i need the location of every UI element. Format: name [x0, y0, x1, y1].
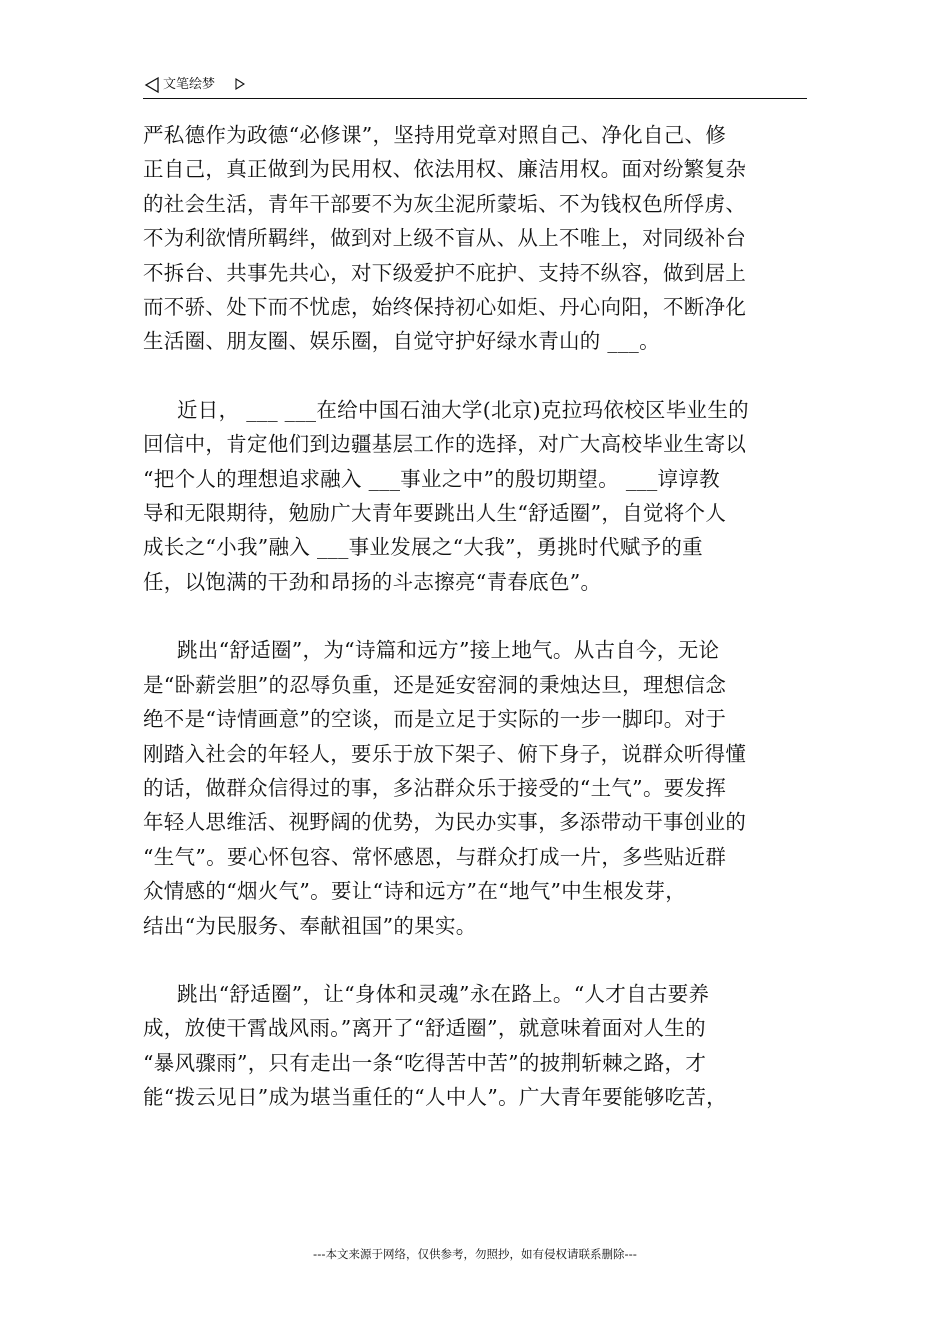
header-title: 文笔绘梦	[163, 77, 216, 92]
page-footer: ---本文来源于网络，仅供参考，勿照抄，如有侵权请联系删除---	[313, 1247, 637, 1261]
text-line: 而不骄、处下而不忧虑，始终保持初心如炬、丹心向阳，不断净化	[143, 295, 747, 320]
text-line: “暴风骤雨”，只有走出一条“吃得苦中苦”的披荆斩棘之路，才	[143, 1050, 707, 1075]
text-line: 不为利欲情所羁绊，做到对上级不盲从、从上不唯上，对同级补台	[143, 226, 747, 251]
text-line: 严私德作为政德“必修课”，坚持用党章对照自己、净化自己、修	[143, 123, 727, 147]
paragraph-3	[143, 633, 807, 943]
text-line: 绝不是“诗情画意”的空谈，而是立足于实际的一步一脚印。对于	[143, 707, 727, 732]
text-line: 跳出“舒适圈”，让“身体和灵魂”永在路上。“人才自古要养	[177, 981, 710, 1006]
text-line: 近日， ___ ___在给中国石油大学(北京)克拉玛依校区毕业生的	[177, 397, 749, 422]
text-line: 刚踏入社会的年轻人，要乐于放下架子、俯下身子，说群众听得懂	[143, 741, 747, 766]
text-line: 不拆台、共事先共心，对下级爱护不庇护、支持不纵容，做到居上	[143, 260, 747, 285]
triangle-left-icon	[143, 76, 161, 94]
text-line: 结出“为民服务、奉献祖国”的果实。	[143, 913, 477, 938]
text-line: 生活圈、朋友圈、娱乐圈，自觉守护好绿水青山的 ___。	[143, 329, 660, 354]
text-line: 任，以饱满的干劲和昂扬的斗志擦亮“青春底色”。	[143, 569, 602, 594]
text-line: 众情感的“烟火气”。要让“诗和远方”在“地气”中生根发芽，	[143, 879, 687, 904]
paragraph-1	[143, 118, 807, 359]
text-line: 成长之“小我”融入 ___事业发展之“大我”，勇挑时代赋予的重	[143, 535, 703, 560]
text-line: “把个人的理想追求融入 ___事业之中”的殷切期望。 ___谆谆教	[143, 466, 720, 491]
text-line: 能“拨云见日”成为堪当重任的“人中人”。广大青年要能够吃苦，	[143, 1085, 727, 1110]
paragraph-2	[143, 393, 807, 599]
text-line: 的话，做群众信得过的事，多沾群众乐于接受的“土气”。要发挥	[143, 775, 727, 800]
triangle-right-icon	[235, 78, 245, 90]
text-line: 正自己，真正做到为民用权、依法用权、廉洁用权。面对纷繁复杂	[143, 157, 747, 182]
text-line: 年轻人思维活、视野阔的优势，为民办实事，多添带动干事创业的	[143, 810, 747, 835]
page-header	[143, 74, 807, 99]
paragraph-4	[143, 977, 807, 1115]
text-line: 的社会生活，青年干部要不为灰尘泥所蒙垢、不为钱权色所俘虏、	[143, 191, 747, 216]
text-line: 是“卧薪尝胆”的忍辱负重，还是延安窑洞的秉烛达旦，理想信念	[143, 672, 727, 697]
text-line: 跳出“舒适圈”，为“诗篇和远方”接上地气。从古自今，无论	[177, 638, 720, 663]
text-line: “生气”。要心怀包容、常怀感恩，与群众打成一片，多些贴近群	[143, 844, 727, 869]
document-body	[143, 118, 807, 1115]
text-line: 导和无限期待，勉励广大青年要跳出人生“舒适圈”，自觉将个人	[143, 501, 727, 526]
text-line: 成，放使干霄战风雨。”离开了“舒适圈”，就意味着面对人生的	[143, 1016, 706, 1041]
text-line: 回信中，肯定他们到边疆基层工作的选择，对广大高校毕业生寄以	[143, 432, 747, 457]
